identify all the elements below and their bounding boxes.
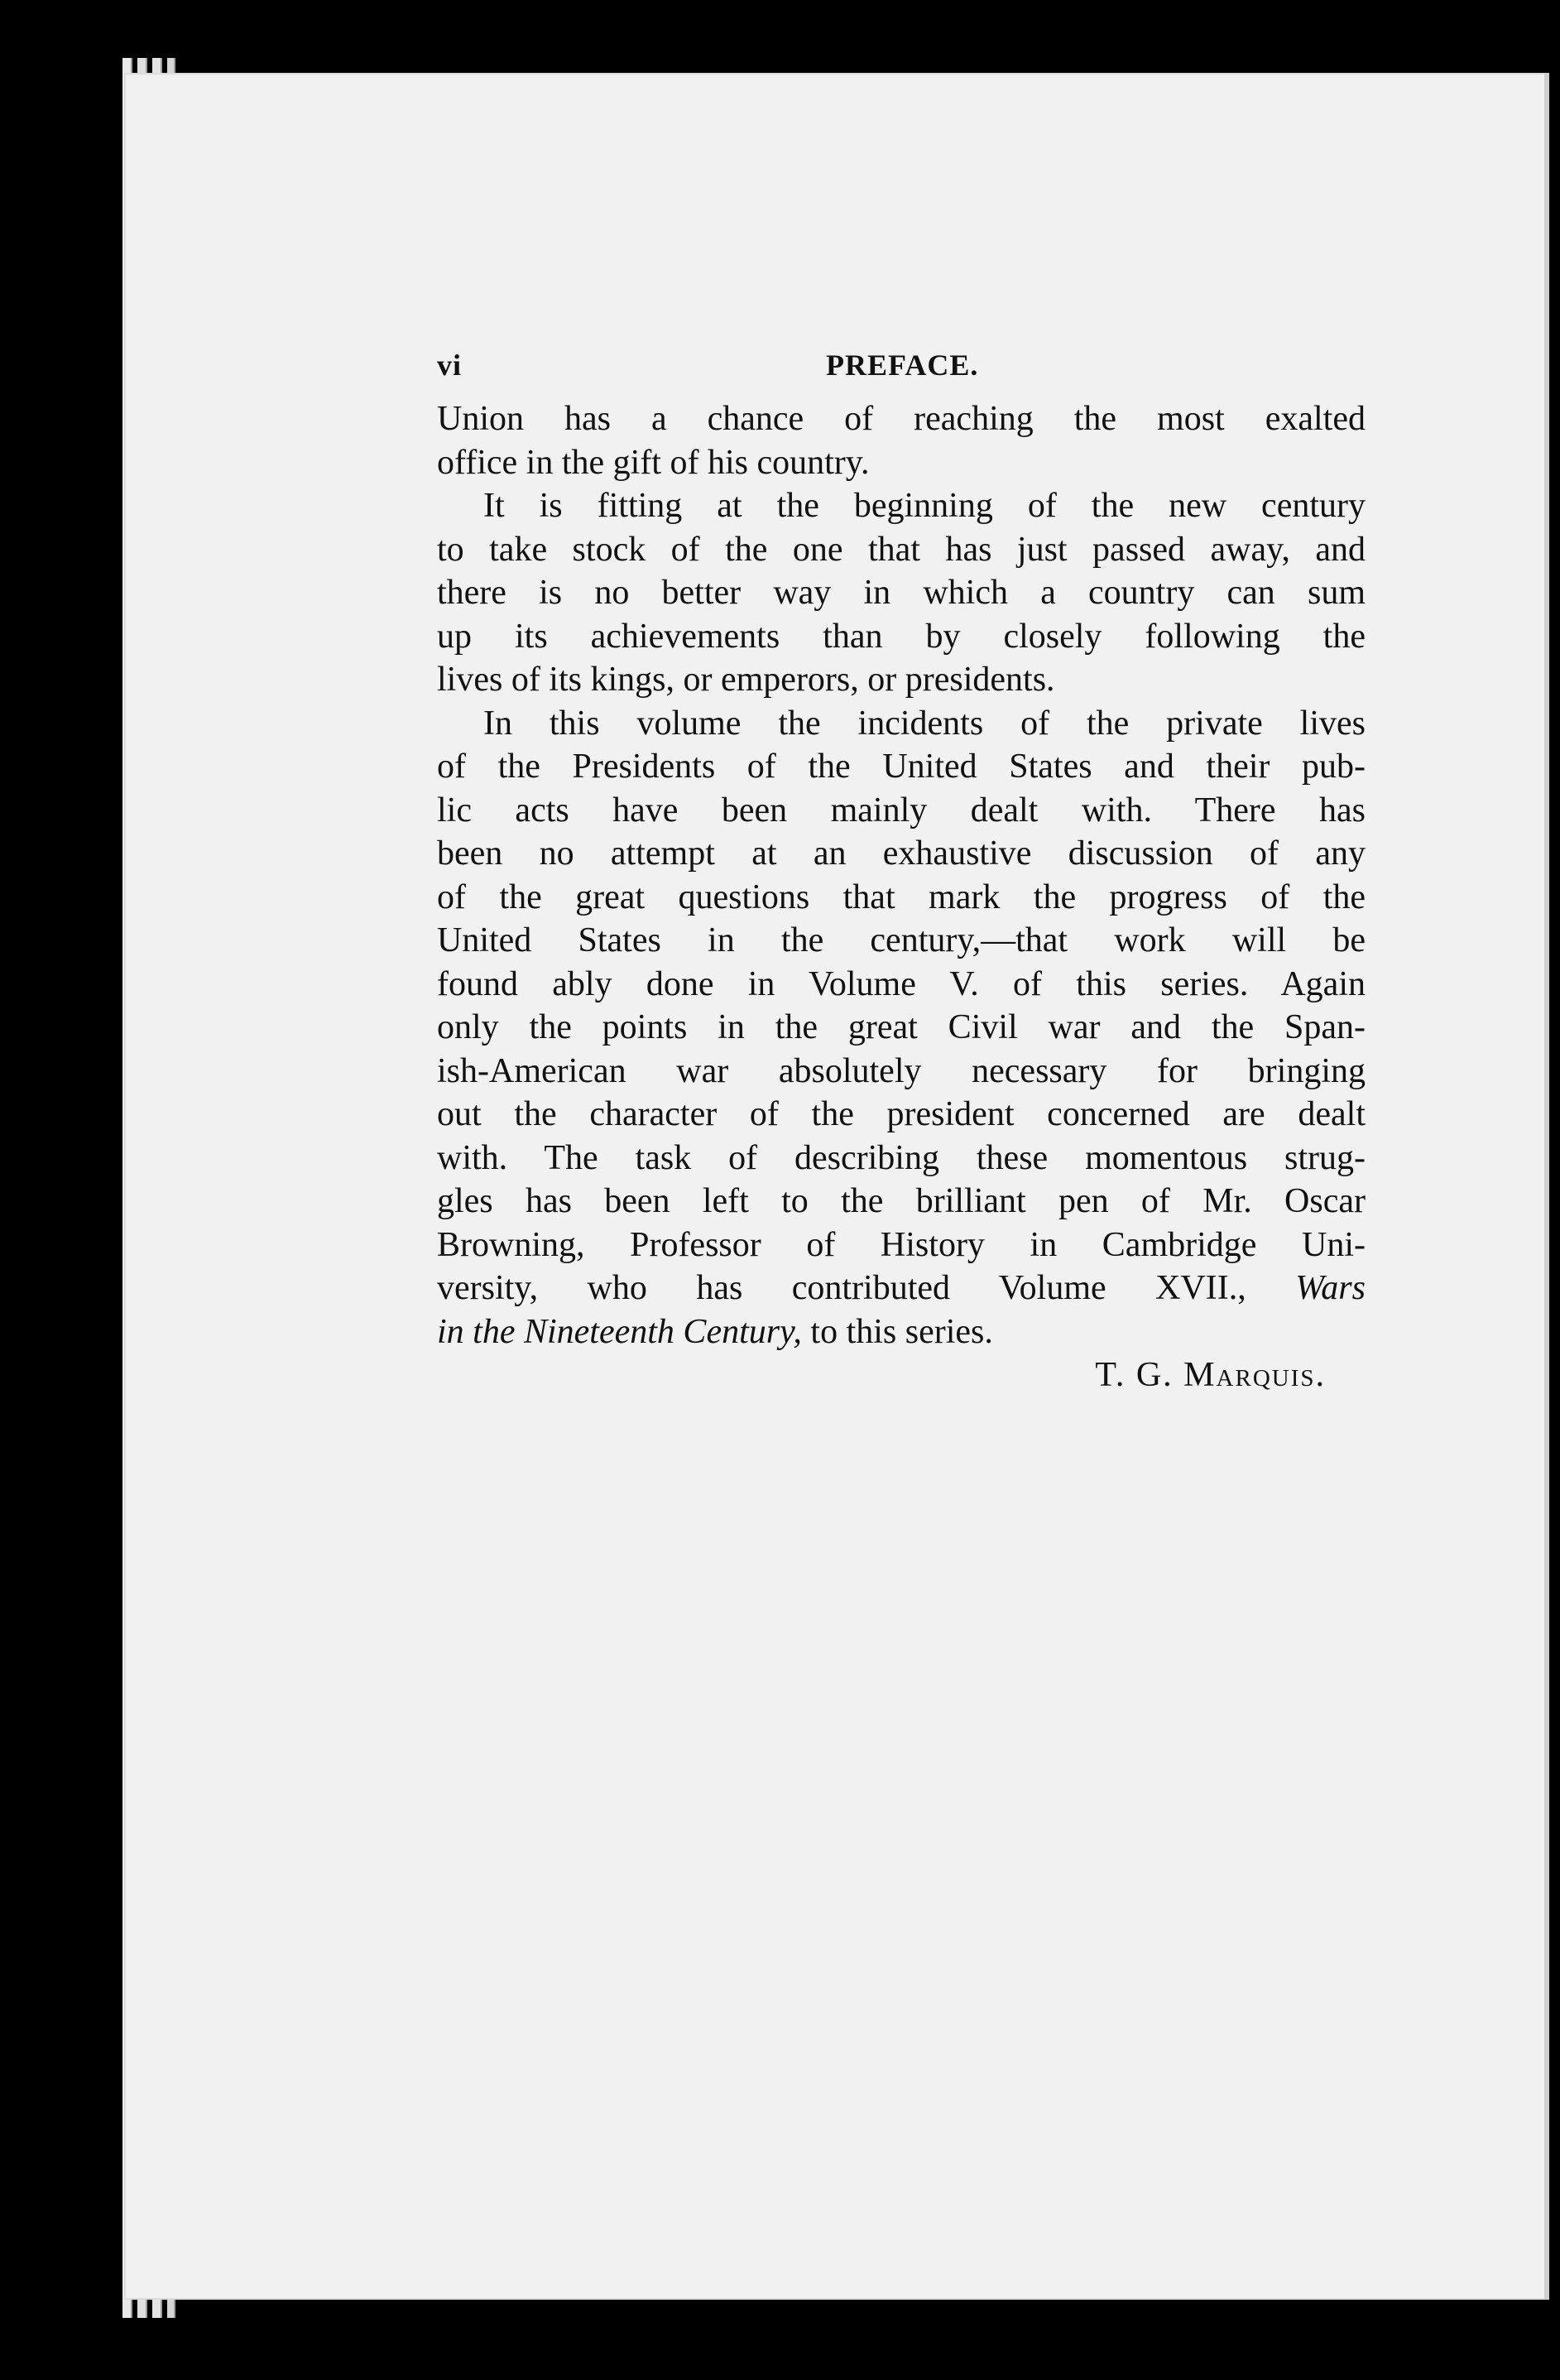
text-line: found ably done in Volume V. of this series. Again — [437, 964, 1366, 1003]
text-line: out the character of the president concerned are dealt — [437, 1095, 1366, 1133]
text-line: lic acts have been mainly dealt with. There has — [437, 791, 1366, 829]
book-title-italic: Wars — [1295, 1269, 1366, 1307]
text-line: of the Presidents of the United States and their pub- — [437, 748, 1366, 786]
text-line: office in the gift of his country. — [437, 443, 870, 482]
page-number: vi — [437, 349, 463, 382]
author-signature — [437, 1353, 1326, 1397]
running-head — [437, 348, 1366, 397]
signature-initials: T. G. — [1095, 1356, 1174, 1394]
text-line: gles has been left to the brilliant pen of Mr. Oscar — [437, 1182, 1366, 1220]
page-right-edge — [1544, 73, 1549, 2300]
text-line: ish-American war absolutely necessary for bringing — [437, 1051, 1366, 1090]
text-line: Union has a chance of reaching the most exalted — [437, 400, 1366, 438]
text-run: versity, who has contributed Volume XVII., — [437, 1269, 1246, 1307]
text-line: of the great questions that mark the progress of the — [437, 877, 1366, 916]
text-line: only the points in the great Civil war and the Span- — [437, 1008, 1366, 1046]
paragraph — [437, 397, 1366, 484]
paragraph — [437, 702, 1366, 1354]
signature-surname: Marquis. — [1183, 1356, 1326, 1394]
page-text-block — [437, 348, 1366, 1397]
text-run: to this series. — [801, 1312, 993, 1351]
paragraph — [437, 484, 1366, 702]
text-line — [437, 1267, 1366, 1310]
text-line: United States in the century,—that work will be — [437, 921, 1366, 959]
text-line — [437, 1310, 1366, 1354]
text-line: lives of its kings, or emperors, or presidents. — [437, 661, 1055, 699]
text-line: there is no better way in which a country can sum — [437, 574, 1366, 612]
text-line: been no attempt at an exhaustive discussion of any — [437, 834, 1366, 873]
text-line: In this volume the incidents of the private lives — [483, 704, 1366, 743]
text-line: to take stock of the one that has just passed away, and — [437, 530, 1366, 569]
running-title: PREFACE. — [826, 349, 979, 382]
text-line: with. The task of describing these momentous strug- — [437, 1138, 1366, 1177]
text-line: Browning, Professor of History in Cambridge Uni- — [437, 1225, 1366, 1264]
text-line: up its achievements than by closely following the — [437, 617, 1366, 656]
book-title-italic: in the Nineteenth Century, — [437, 1312, 802, 1351]
text-line: It is fitting at the beginning of the new century — [483, 487, 1366, 525]
